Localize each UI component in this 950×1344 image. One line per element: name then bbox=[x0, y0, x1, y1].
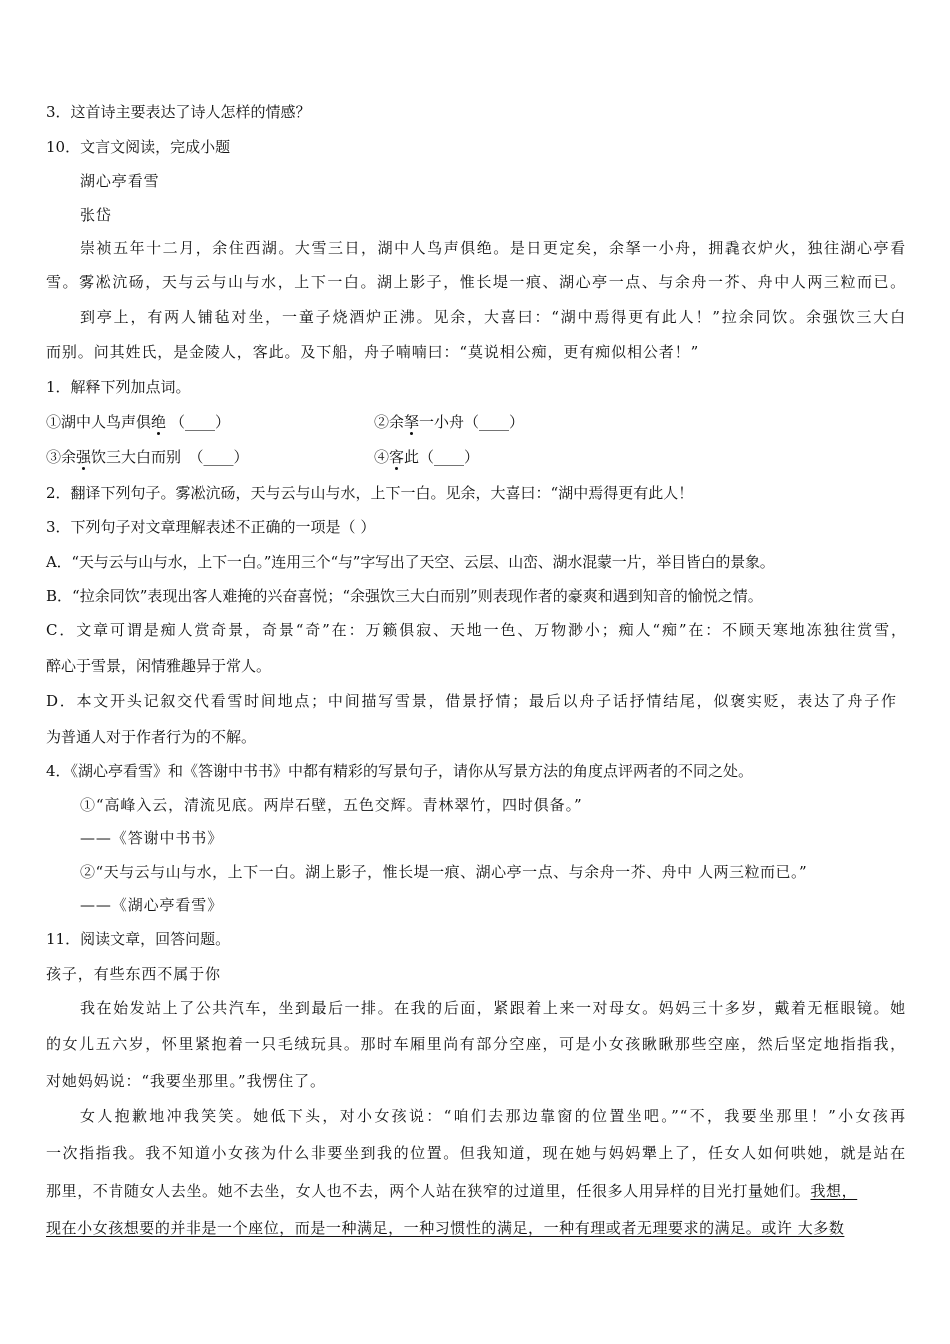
vocab-text: ④ bbox=[374, 448, 390, 466]
quote-2-source: ——《湖心亭看雪》 bbox=[80, 896, 224, 914]
article-line: 我在始发站上了公共汽车，坐到最后一排。在我的后面，紧跟着上来一对母女。妈妈三十多岁，戴着无框眼镜。她 bbox=[80, 999, 906, 1017]
subquestion-1-heading: 1．解释下列加点词。 bbox=[46, 378, 191, 396]
vocab-text: ①湖中人鸟声俱 bbox=[46, 413, 152, 431]
option-d-continued: 为普通人对于作者行为的不解。 bbox=[46, 728, 257, 746]
vocab-text: ②余 bbox=[374, 413, 405, 431]
article-text: 那里，不肯随女人去坐。她不去坐，女人也不去，两个人站在狭窄的过道里，任很多人用异样的目光打量她们。 bbox=[46, 1182, 811, 1200]
dotted-word: 客 bbox=[389, 448, 405, 466]
vocab-text: ③余 bbox=[46, 448, 77, 466]
article-title: 孩子，有些东西不属于你 bbox=[46, 965, 221, 983]
answer-blank: 此（____） bbox=[404, 448, 480, 466]
passage-line: 到亭上，有两人铺毡对坐，一童子烧酒炉正沸。见余，大喜曰：“湖中焉得更有此人！”拉余同饮。余强饮三大白 bbox=[80, 308, 906, 326]
article-line: 女人抱歉地冲我笑笑。她低下头，对小女孩说：“咱们去那边靠窗的位置坐吧。”“不，我要坐那里！”小女孩再 bbox=[80, 1107, 906, 1125]
article-line bbox=[46, 1181, 857, 1201]
vocab-item-3 bbox=[46, 447, 249, 467]
article-line: 对她妈妈说：“我要坐那里。”我愣住了。 bbox=[46, 1072, 326, 1090]
subquestion-3-heading: 3．下列句子对文章理解表述不正确的一项是（ ） bbox=[46, 518, 376, 536]
underlined-article-line: 现在小女孩想要的并非是一个座位，而是一种满足，一种习惯性的满足，一种有理或者无理要求的满足。或许 大多数 bbox=[46, 1219, 845, 1237]
vocab-item-1 bbox=[46, 412, 230, 432]
answer-blank: 饮三大白而别 （____） bbox=[91, 448, 249, 466]
option-d: D．本文开头记叙交代看雪时间地点；中间描写雪景，借景抒情；最后以舟子话抒情结尾，似褒实贬，表达了舟子作 bbox=[46, 692, 896, 710]
subquestion-2-translate: 2．翻译下列句子。雾凇沆砀，天与云与山与水，上下一白。见余，大喜曰：“湖中焉得更有此人！ bbox=[46, 484, 694, 502]
vocab-item-4 bbox=[374, 447, 479, 467]
question-3-emotion: 3．这首诗主要表达了诗人怎样的情感？ bbox=[46, 103, 311, 121]
quote-1: ①“高峰入云，清流见底。两岸石壁，五色交辉。青林翠竹，四时俱备。” bbox=[80, 796, 583, 814]
dotted-word: 拏 bbox=[404, 413, 420, 431]
passage-title: 湖心亭看雪 bbox=[80, 172, 160, 190]
passage-line: 而别。问其姓氏，是金陵人，客此。及下船，舟子喃喃曰：“莫说相公痴，更有痴似相公者！” bbox=[46, 343, 700, 361]
article-line: 的女儿五六岁，怀里紧抱着一只毛绒玩具。那时车厢里尚有部分空座，可是小女孩瞅瞅那些空座，然后坚定地指指我， bbox=[46, 1035, 906, 1053]
dotted-word: 绝 bbox=[151, 413, 167, 431]
dotted-word: 强 bbox=[76, 448, 92, 466]
underlined-text: 我想， bbox=[810, 1182, 858, 1200]
quote-2: ②“天与云与山与水，上下一白。湖上影子，惟长堤一痕、湖心亭一点、与余舟一芥、舟中 人两三粒而已。” bbox=[80, 863, 808, 881]
subquestion-4-heading: 4．《湖心亭看雪》和《答谢中书书》中都有精彩的写景句子，请你从写景方法的角度点评两者的不同之处。 bbox=[46, 762, 754, 780]
option-a: A．“天与云与山与水，上下一白。”连用三个“与”字写出了天空、云层、山峦、湖水混蒙一片，举目皆白的景象。 bbox=[46, 553, 775, 571]
option-c: C．文章可谓是痴人赏奇景，奇景“奇”在：万籁俱寂、天地一色、万物渺小；痴人“痴”在：不顾天寒地冻独往赏雪， bbox=[46, 621, 906, 639]
passage-line: 崇祯五年十二月，余住西湖。大雪三日，湖中人鸟声俱绝。是日更定矣，余拏一小舟，拥毳衣炉火，独往湖心亭看 bbox=[80, 239, 906, 257]
passage-line: 雪。雾凇沆砀，天与云与山与水，上下一白。湖上影子，惟长堤一痕、湖心亭一点、与余舟一芥、舟中人两三粒而已。 bbox=[46, 273, 906, 291]
vocab-item-2 bbox=[374, 412, 524, 432]
quote-1-source: ——《答谢中书书》 bbox=[80, 829, 224, 847]
option-c-continued: 醉心于雪景，闲情雅趣异于常人。 bbox=[46, 657, 272, 675]
article-line: 一次指指我。我不知道小女孩为什么非要坐到我的位置。但我知道，现在她与妈妈犟上了，任女人如何哄她，就是站在 bbox=[46, 1144, 906, 1162]
question-11-heading: 11．阅读文章，回答问题。 bbox=[46, 930, 231, 948]
answer-blank: （____） bbox=[170, 413, 231, 431]
option-b: B．“拉余同饮”表现出客人难掩的兴奋喜悦；“余强饮三大白而别”则表现作者的豪爽和遇到知音的愉悦之情。 bbox=[46, 587, 763, 605]
passage-author: 张岱 bbox=[80, 206, 112, 224]
answer-blank: 一小舟（____） bbox=[419, 413, 525, 431]
question-10-heading: 10．文言文阅读，完成小题 bbox=[46, 138, 231, 156]
